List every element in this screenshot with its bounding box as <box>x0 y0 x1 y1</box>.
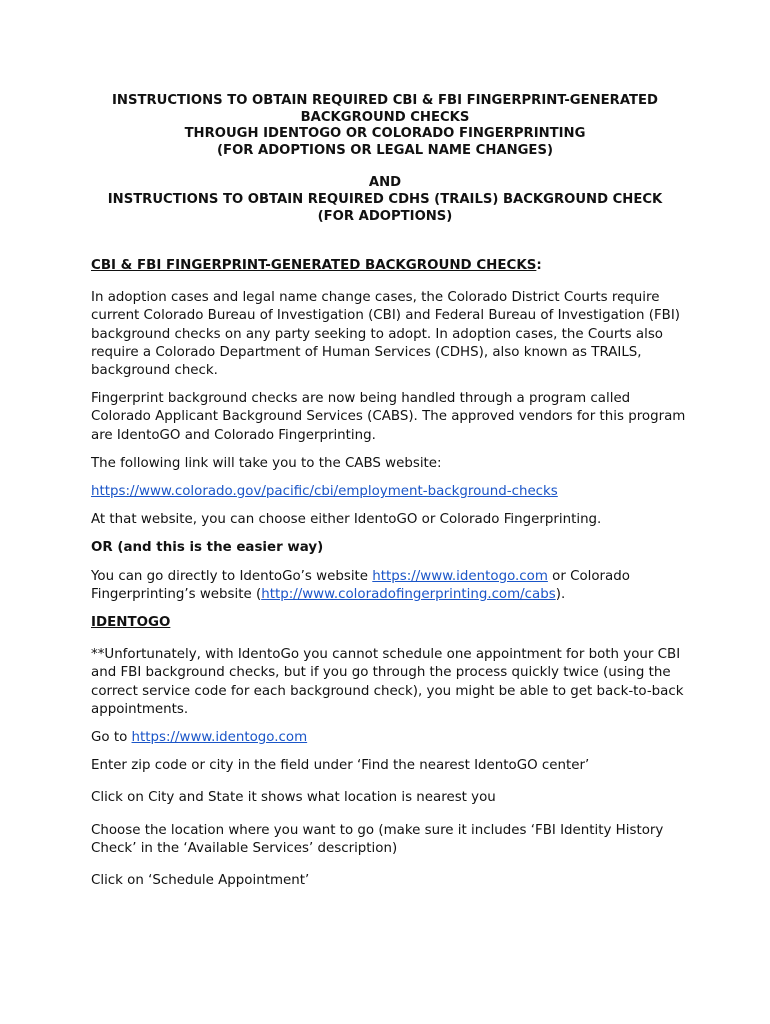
cabs-paragraph: Fingerprint background checks are now being handled through a program called Colorado Applicant Background Services (CABS). The approved vendors for this program are IdentoGO and Colorado Fingerprinting. <box>91 391 686 443</box>
section-heading-colon: : <box>536 258 542 273</box>
intro-paragraph: In adoption cases and legal name change cases, the Colorado District Courts require current Colorado Bureau of Investigation (CBI) and Federal Bureau of Investigation (FBI) background checks on any party seeking to adopt. In adoption cases, the Courts also require a Colorado Department of Human Services (CDHS), also known as TRAILS, background check. <box>91 290 681 379</box>
document-body <box>91 257 691 890</box>
direct-text-pre: You can go directly to IdentoGo’s website <box>91 568 373 584</box>
section-heading-text: CBI & FBI FINGERPRINT-GENERATED BACKGROUND CHECKS <box>91 258 537 273</box>
cabs-website-link[interactable]: https://www.colorado.gov/pacific/cbi/employment-background-checks <box>91 484 558 500</box>
identogo-note: **Unfortunately, with IdentoGo you cannot schedule one appointment for both your CBI and FBI background checks, but if you go through the process quickly twice (using the correct service code for each background check), you might be able to get back-to-back appointments. <box>91 647 684 717</box>
choose-vendor-paragraph: At that website, you can choose either IdentoGO or Colorado Fingerprinting. <box>91 512 602 528</box>
title-line-4: (FOR ADOPTIONS OR LEGAL NAME CHANGES) <box>217 142 553 158</box>
direct-text-mid: or Colorado Fingerprinting’s website ( <box>91 568 630 602</box>
title-line-2: BACKGROUND CHECKS <box>300 109 470 125</box>
colorado-fingerprinting-link[interactable]: http://www.coloradofingerprinting.com/cabs <box>261 586 556 602</box>
section-heading-identogo: IDENTOGO <box>91 615 171 631</box>
step-enter-zip: Enter zip code or city in the field under ‘Find the nearest IdentoGO center’ <box>91 758 590 774</box>
direct-text-post: ). <box>555 586 566 602</box>
identogo-website-link[interactable]: https://www.identogo.com <box>372 568 548 584</box>
cabs-link-intro: The following link will take you to the CABS website: <box>91 455 442 471</box>
goto-step <box>91 729 691 747</box>
step-click-city: Click on City and State it shows what location is nearest you <box>91 790 496 806</box>
identogo-goto-link[interactable]: https://www.identogo.com <box>131 730 308 746</box>
or-easier-way: OR (and this is the easier way) <box>91 540 324 556</box>
goto-text: Go to <box>91 730 132 746</box>
title-line-6: INSTRUCTIONS TO OBTAIN REQUIRED CDHS (TRAILS) BACKGROUND CHECK <box>107 191 663 207</box>
title-line-3: THROUGH IDENTOGO OR COLORADO FINGERPRINTING <box>184 126 586 142</box>
title-line-7: (FOR ADOPTIONS) <box>317 208 453 224</box>
title-gap <box>60 159 710 175</box>
step-choose-location: Choose the location where you want to go (make sure it includes ‘FBI Identity History Check’ in the ‘Available Services’ description) <box>91 822 664 856</box>
step-schedule-appointment: Click on ‘Schedule Appointment’ <box>91 873 310 889</box>
direct-websites-paragraph <box>91 568 691 604</box>
cabs-link-line <box>91 483 691 501</box>
document-title <box>60 93 710 225</box>
title-line-1: INSTRUCTIONS TO OBTAIN REQUIRED CBI & FBI FINGERPRINT-GENERATED <box>112 93 658 108</box>
section-heading-cbi-fbi <box>91 257 691 275</box>
title-line-and: AND <box>368 175 402 191</box>
